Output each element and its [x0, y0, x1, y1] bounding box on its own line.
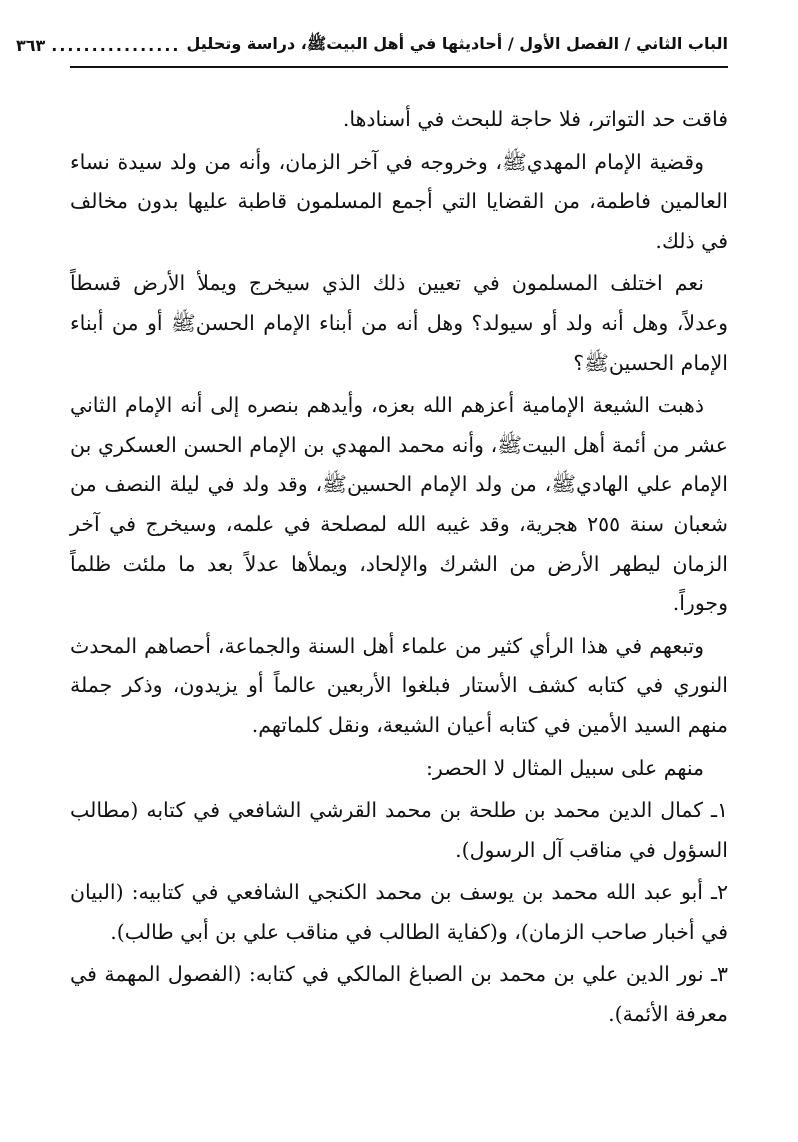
paragraph-2: وقضية الإمام المهديﷺ، وخروجه في آخر الزمان، وأنه من ولد سيدة نساء العالمين فاطمة، من القضايا التي أجمع المسلمون قاطبة عليها بدون مخالف في ذلك. [70, 149, 728, 253]
list-item-2: ٢ـ أبو عبد الله محمد بن يوسف بن محمد الكنجي الشافعي في كتابيه: (البيان في أخبار صاحب الزمان)، و(كفاية الطالب في مناقب علي بن أبي طالب). [70, 880, 728, 944]
body-text [70, 100, 728, 1038]
page-number: ٣٦٣ [15, 35, 46, 55]
running-header [15, 30, 728, 60]
header-dot-leader: ................ [51, 35, 181, 55]
paragraph-6: منهم على سبيل المثال لا الحصر: [425, 755, 704, 780]
list-item-1: ١ـ كمال الدين محمد بن طلحة بن محمد القرشي الشافعي في كتابه (مطالب السؤول في مناقب آل الرسول). [70, 798, 728, 862]
header-rule [70, 66, 728, 68]
list-item-3: ٣ـ نور الدين علي بن محمد بن الصباغ المالكي في كتابه: (الفصول المهمة في معرفة الأئمة). [70, 962, 728, 1027]
paragraph-5: وتبعهم في هذا الرأي كثير من علماء أهل السنة والجماعة، أحصاهم المحدث النوري في كتابه كشف الأستار فبلغوا الأربعين عالماً أو يزيدون، وذكر جملة منهم السيد الأمين في كتابه أعيان الشيعة، ونقل كلماتهم. [70, 633, 728, 737]
paragraph-1: فاقت حد التواتر، فلا حاجة للبحث في أسنادها. [342, 107, 728, 131]
paragraph-4: ذهبت الشيعة الإمامية أعزهم الله بعزه، وأيدهم بنصره إلى أنه الإمام الثاني عشر من أئمة أهل البيتﷺ، وأنه محمد المهدي بن الإمام الحسن العسكري بن الإمام علي الهاديﷺ، من ولد الإمام الحسينﷺ، وقد ولد في ليلة النصف من شعبان سنة ٢٥٥ هجرية، وقد غيبه الله لمصلحة في علمه، وسيخرج في آخر الزمان ليطهر الأرض من الشرك والإلحاد، ويملأها عدلاً بعد ما ملئت ظلماً وجوراً. [70, 393, 728, 616]
header-title: الباب الثاني / الفصل الأول / أحاديثها في أهل البيتﷺ، دراسة وتحليل [186, 33, 728, 53]
paragraph-3: نعم اختلف المسلمون في تعيين ذلك الذي سيخرج ويملأ الأرض قسطاً وعدلاً، وهل أنه ولد أو سيولد؟ وهل أنه من أبناء الإمام الحسنﷺ أو من أبناء الإمام الحسينﷺ؟ [70, 271, 728, 375]
